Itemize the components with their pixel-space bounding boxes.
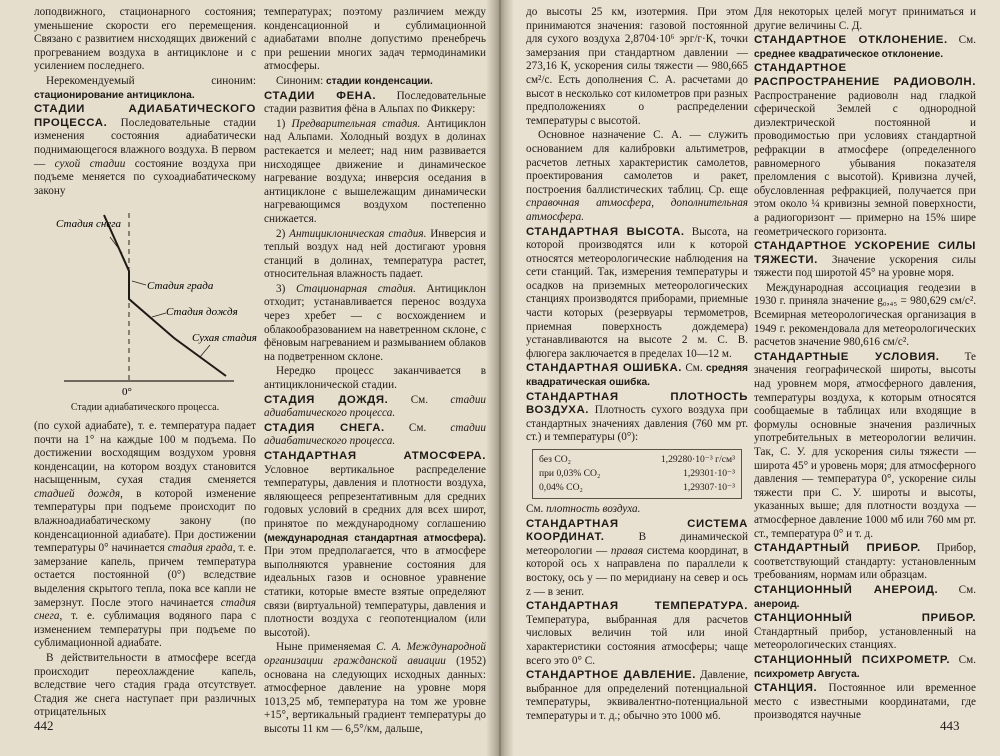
entry-standartnoe-davlenie: СТАНДАРТНОЕ ДАВЛЕНИЕ. Давление, выбранное для определений потенциальной температуры, эквивалентно-потенциальной температуры и т. д.; обычно это 1000 мб. bbox=[526, 669, 748, 722]
paragraph: В действительности в атмосфере всегда происходит переохлаждение капель, вследствие чего стадия града отсутствует. Стадия же снега наступает при различных отрицательных bbox=[34, 652, 256, 719]
entry-heading: СТАНЦИЯ. bbox=[754, 682, 818, 695]
entry-standartnoe-rasprostranenie: СТАНДАРТНОЕ РАСПРОСТРАНЕНИЕ РАДИОВОЛН. Распространение радиоволн над гладкой сферической Землей с однородной диэлектрической постоянной и проводимостью при условиях стандартной рефракции в атмосфере (определенного равномерного убывания показателя преломления с высотой). Кривизна лучей, обусловленная рефракцией, получается при этом около ¼ кривизны земной поверхности, а радиогоризонт — примерно на 15% шире геометрического горизонта. bbox=[754, 62, 976, 238]
entry-heading: СТАНДАРТНОЕ РАСПРОСТРАНЕНИЕ РАДИОВОЛН. bbox=[754, 62, 976, 88]
adiabatic-diagram bbox=[34, 201, 256, 401]
paragraph: Ныне применяемая С. А. Международной организации гражданской авиации (1952) основана на следующих исходных данных: атмосферное давление на уровне моря 1013,25 мб, температура на том же уровне +15°, вертикальный градиент температуры до высоты 11 км — 6,5°/км, дальше, bbox=[264, 641, 487, 735]
paragraph: Нередко процесс заканчивается в антициклонической стадии. bbox=[264, 365, 486, 392]
entry-heading: СТАНДАРТНОЕ УСКОРЕНИЕ СИЛЫ ТЯЖЕСТИ. bbox=[754, 240, 976, 266]
entry-heading: СТАНДАРТНАЯ ВЫСОТА. bbox=[526, 225, 685, 238]
entry-heading: СТАНДАРТНАЯ ОШИБКА. bbox=[526, 362, 683, 375]
label-snow-stage: Стадия снега bbox=[56, 218, 122, 231]
page-number-right: 443 bbox=[940, 718, 960, 733]
entry-heading: СТАНДАРТНЫЙ ПРИБОР. bbox=[754, 542, 921, 555]
entry-stadiya-dozhdya: СТАДИЯ ДОЖДЯ. См. стадии адиабатического процесса. bbox=[264, 393, 487, 420]
adiabatic-stages-figure bbox=[34, 201, 256, 415]
entry-heading: СТАНДАРТНАЯ ТЕМПЕРАТУРА. bbox=[526, 600, 748, 613]
entry-heading: СТАДИЯ СНЕГА. bbox=[264, 421, 385, 434]
entry-standartnyi-pribor: СТАНДАРТНЫЙ ПРИБОР. Прибор, соответствующий стандарту: установленным требованиям, нормам или образцам. bbox=[754, 542, 976, 582]
formula-row: без CO₂ 1,29280·10⁻³ г/см³ bbox=[539, 454, 735, 465]
density-formula-box bbox=[532, 449, 742, 499]
entry-standartnaya-atmosfera: СТАНДАРТНАЯ АТМОСФЕРА. Условное вертикальное распределение температуры, давления и плотности воздуха, являющееся репрезентативным для средних годовых условий в средних для всех широт, принятое по международному соглашению (международная стандартная атмосфера). При этом предполагается, что в атмосфере выполняются уравнение состояния для идеальных газов и основное уравнение статики, которые вместе взятые определяют связи (виртуальной) температуры, давления и плотности воздуха с геопотенциалом (или высотой). bbox=[264, 450, 486, 639]
left-column-2 bbox=[264, 6, 487, 735]
entry-heading: СТАДИИ ФЕНА. bbox=[264, 89, 377, 102]
entry-heading: СТАНЦИОННЫЙ ПРИБОР. bbox=[754, 612, 976, 625]
entry-standartnoe-uskorenie: СТАНДАРТНОЕ УСКОРЕНИЕ СИЛЫ ТЯЖЕСТИ. Значение ускорения силы тяжести под широтой 45° на уровне моря. bbox=[754, 240, 976, 280]
figure-caption: Стадии адиабатического процесса. bbox=[70, 402, 220, 414]
entry-heading: СТАНЦИОННЫЙ ПСИХРОМЕТР. bbox=[754, 653, 951, 666]
entry-heading: СТАНДАРТНАЯ ПЛОТНОСТЬ ВОЗДУХА. bbox=[526, 390, 748, 417]
entry-stantsionnyi-pribor: СТАНЦИОННЫЙ ПРИБОР. Стандартный прибор, установленный на метеорологических станциях. bbox=[754, 612, 976, 652]
entry-stantsionnyi-aneroid: СТАНЦИОННЫЙ АНЕРОИД. См. анероид. bbox=[754, 583, 977, 610]
entry-stadiya-snega: СТАДИЯ СНЕГА. См. стадии адиабатического процесса. bbox=[264, 421, 486, 448]
paragraph: Международная ассоциация геодезии в 1930 г. приняла значение g₀,₄₅ = 980,629 см/с². Всемирная метеорологическая организация в 1949 г. рекомендовала для метеорологических расчетов значение 980,616 см/с². bbox=[754, 281, 976, 349]
entry-heading: СТАНДАРТНОЕ ОТКЛОНЕНИЕ. bbox=[754, 34, 948, 47]
entry-heading: СТАНДАРТНАЯ СИСТЕМА КООРДИНАТ. bbox=[526, 517, 748, 544]
label-zero-degrees: 0° bbox=[122, 386, 132, 399]
book-gutter bbox=[486, 0, 514, 756]
entry-standartnaya-oshibka: СТАНДАРТНАЯ ОШИБКА. См. средняя квадратическая ошибка. bbox=[526, 362, 749, 389]
entry-stantsiya: СТАНЦИЯ. Постоянное или временное место с известными координатами, где производятся научные bbox=[754, 682, 976, 722]
entry-standartnaya-sistema: СТАНДАРТНАЯ СИСТЕМА КООРДИНАТ. В динамической метеорологии — правая система координат, в которой ось x направлена по параллели к востоку, ось y — по меридиану на север и ось z — в зенит. bbox=[526, 517, 748, 598]
entry-heading: СТАНДАРТНАЯ АТМОСФЕРА. bbox=[264, 450, 486, 462]
paragraph: лоподвижного, стационарного состояния; уменьшение скорости его перемещения. Связано с развитием нисходящих движений с прогреванием воздуха в антициклоне и с усилением последнего. bbox=[34, 6, 256, 73]
paragraph: до высоты 25 км, изотермия. При этом принимаются значения: газовой постоянной для сухого воздуха 2,8704·10⁶ эрг/г·К, точки замерзания при стандартном давлении — 273,16 К, ускорения силы тяжести — 980,665 см²/с. Есть дополнения С. А. расчетами до высот в несколько сот километров при разных предположениях о распределении температуры с высотой. bbox=[526, 6, 748, 127]
entry-standartnaya-vysota: СТАНДАРТНАЯ ВЫСОТА. Высота, на которой производятся или к которой относятся метеорологические наблюдения на сети станций. Так, измерения температуры и осадков на приземных метеорологических станциях производятся приборами, приемные части которых (резервуары термометров, приемная поверхность дождемера) устанавливаются на высоте 2 м. С. В. флюгера заключается в пределах 10—12 м. bbox=[526, 225, 748, 360]
page-number-left: 442 bbox=[34, 718, 54, 733]
entry-heading: СТАДИИ АДИАБАТИЧЕСКОГО ПРОЦЕССА. bbox=[34, 103, 256, 129]
paragraph: температурах; поэтому различием между конденсационной и сублимационной адиабатами вполне допустимо пренебречь при решении многих задач термодинамики атмосферы. bbox=[264, 6, 486, 73]
left-column-1 bbox=[34, 6, 257, 719]
paragraph: Синоним: стадии конденсации. bbox=[276, 74, 433, 87]
label-rain-stage: Стадия дождя bbox=[166, 306, 238, 319]
paragraph: См. плотность воздуха. bbox=[526, 503, 641, 515]
entry-heading: СТАНДАРТНЫЕ УСЛОВИЯ. bbox=[754, 350, 940, 363]
list-item: 3) Стационарная стадия. Антициклон отходит; устанавливается перенос воздуха через хребет — с восхождением и облакообразованием на наветренном склоне, с фёновым нагреванием и размыванием облаков на подветренном склоне. bbox=[264, 282, 486, 363]
label-hail-stage: Стадия града bbox=[147, 280, 214, 293]
right-page bbox=[504, 0, 1000, 756]
entry-standartnaya-plotnost: СТАНДАРТНАЯ ПЛОТНОСТЬ ВОЗДУХА. Плотность сухого воздуха при стандартных значениях давления (760 мм рт. ст.) и температуры (0°): bbox=[526, 390, 748, 444]
entry-stantsionnyi-psikhrometr: СТАНЦИОННЫЙ ПСИХРОМЕТР. См. психрометр Августа. bbox=[754, 653, 976, 680]
label-dry-stage: Сухая стадия bbox=[192, 332, 257, 345]
entry-stadii-adiabaticheskogo: СТАДИИ АДИАБАТИЧЕСКОГО ПРОЦЕССА. Последовательные стадии изменения состояния адиабатически поднимающегося влажного воздуха. В первом — сухой стадии состояние воздуха при подъеме меняется по сухоадиабатическому закону bbox=[34, 103, 257, 197]
paragraph: Для некоторых целей могут приниматься и другие величины С. Д. bbox=[754, 6, 976, 32]
paragraph: (по сухой адиабате), т. е. температура падает почти на 1° на каждые 100 м подъема. По достижении восходящим воздухом уровня конденсации, на котором воздух становится насыщенным, сухая стадия сменяется стадией дождя, в которой изменение температуры при подъеме происходит по влажноадиабатическому закону (по конденсационной адиабате). При достижении температуры 0° начинается стадия града, т. е. замерзание капель, причем температура остается постоянной (0°) вследствие выделения скрытого тепла, пока все капли не замерзнут. После этого начинается стадия снега, т. е. сублимация водяного пара с изменением температуры при подъеме по сублимационной адиабате. bbox=[34, 419, 257, 650]
entry-stadii-fena: СТАДИИ ФЕНА. Последовательные стадии развития фёна в Альпах по Фиккеру: bbox=[264, 89, 486, 116]
formula-row: 0,04% CO₂ 1,29307·10⁻³ bbox=[539, 482, 735, 493]
formula-row: при 0,03% CO₂ 1,29301·10⁻³ bbox=[539, 468, 735, 479]
entry-heading: СТАНДАРТНОЕ ДАВЛЕНИЕ. bbox=[526, 669, 697, 682]
list-item: 2) Антициклоническая стадия. Инверсия и теплый воздух над ней достигают уровня станций в долинах, температура растет, относительная влажность падает. bbox=[264, 227, 486, 281]
entry-standartnye-usloviya: СТАНДАРТНЫЕ УСЛОВИЯ. Те значения географической широты, высоты над уровнем моря, атмосферного давления, температуры воздуха, к которым относятся сообщаемые в таблицах или входящие в формулы основные значения различных употребительных в метеорологии величин. Так, С. У. для ускорения силы тяжести — широта 45° и уровень моря; для атмосферного давления — температура 0°, ускорение силы тяжести при С. У. широты и высоты, указанных выше; для плотности воздуха — атмосферное давление 1000 мб или 760 мм рт. ст., температура 0° и т. д. bbox=[754, 350, 976, 540]
right-column-1 bbox=[526, 6, 749, 722]
entry-heading: СТАНЦИОННЫЙ АНЕРОИД. bbox=[754, 583, 939, 596]
paragraph: Основное назначение С. А. — служить основанием для калибровки альтиметров, расчетов летных характеристик самолетов, проектирования самолетов и ракет, построения баллистических таблиц. Ср. еще справочная атмосфера, дополнительная атмосфера. bbox=[526, 129, 748, 223]
entry-heading: СТАДИЯ ДОЖДЯ. bbox=[264, 393, 389, 406]
left-page bbox=[0, 0, 496, 756]
entry-standartnaya-temperatura: СТАНДАРТНАЯ ТЕМПЕРАТУРА. Температура, выбранная для расчетов числовых величин той или иной характеристики состояния атмосферы; чаще всего это 0° С. bbox=[526, 600, 748, 667]
entry-standartnoe-otklonenie: СТАНДАРТНОЕ ОТКЛОНЕНИЕ. См. среднее квадратическое отклонение. bbox=[754, 34, 976, 60]
right-column-2 bbox=[754, 6, 977, 722]
list-item: 1) Предварительная стадия. Антициклон над Альпами. Холодный воздух в долинах растекается и мелеет; над ним развивается нисходящее движение и динамическое нагревание воздуха; инверсия оседания в антициклоне с вышележащим динамически нагревающимся воздухом постепенно снижается. bbox=[264, 117, 486, 225]
paragraph: Нерекомендуемый синоним: стационирование антициклона. bbox=[34, 74, 256, 101]
